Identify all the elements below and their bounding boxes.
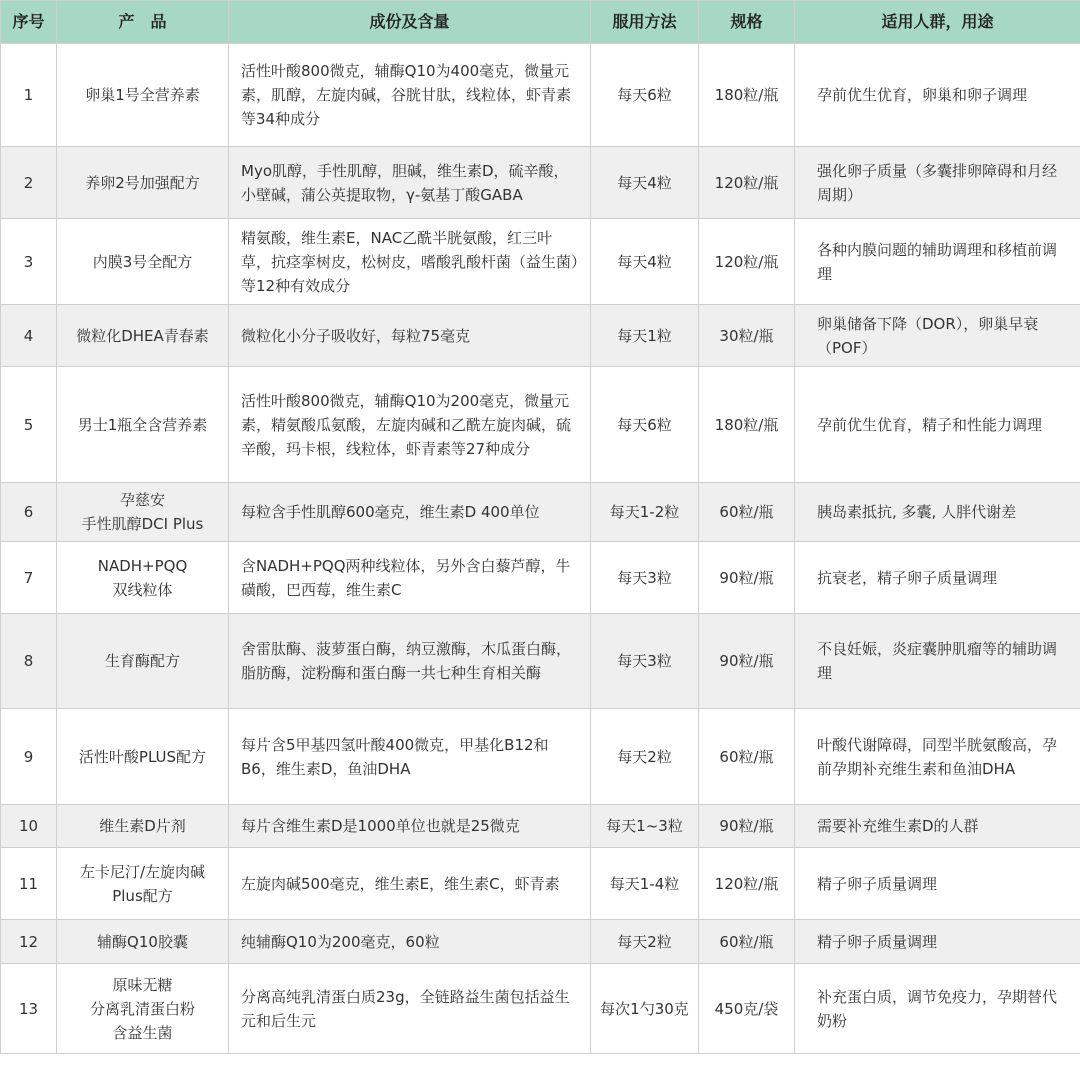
cell-number: 2 xyxy=(1,147,57,219)
cell-number: 1 xyxy=(1,44,57,147)
table-row xyxy=(1,483,1080,542)
cell-product: 左卡尼汀/左旋肉碱 Plus配方 xyxy=(57,848,229,920)
cell-use: 胰岛素抵抗, 多囊, 人胖代谢差 xyxy=(795,483,1080,542)
cell-spec: 180粒/瓶 xyxy=(699,44,795,147)
cell-ingredients: 舍雷肽酶、菠萝蛋白酶，纳豆激酶，木瓜蛋白酶，脂肪酶，淀粉酶和蛋白酶一共七种生育相关酶 xyxy=(229,614,591,709)
cell-dosage: 每天1~3粒 xyxy=(591,805,699,848)
cell-product: 辅酶Q10胶囊 xyxy=(57,920,229,964)
cell-spec: 60粒/瓶 xyxy=(699,920,795,964)
cell-number: 8 xyxy=(1,614,57,709)
cell-spec: 90粒/瓶 xyxy=(699,614,795,709)
cell-use: 卵巢储备下降（DOR），卵巢早衰（POF） xyxy=(795,305,1080,367)
cell-ingredients: 活性叶酸800微克，辅酶Q10为200毫克，微量元素，精氨酸瓜氨酸，左旋肉碱和乙酰左旋肉碱，硫辛酸，玛卡根，线粒体，虾青素等27种成分 xyxy=(229,367,591,483)
cell-spec: 60粒/瓶 xyxy=(699,709,795,805)
cell-dosage: 每天6粒 xyxy=(591,367,699,483)
cell-dosage: 每天4粒 xyxy=(591,147,699,219)
cell-number: 11 xyxy=(1,848,57,920)
cell-use: 强化卵子质量（多囊排卵障碍和月经周期） xyxy=(795,147,1080,219)
table-row xyxy=(1,848,1080,920)
cell-use: 抗衰老，精子卵子质量调理 xyxy=(795,542,1080,614)
table-row xyxy=(1,305,1080,367)
cell-use: 精子卵子质量调理 xyxy=(795,920,1080,964)
cell-dosage: 每天1粒 xyxy=(591,305,699,367)
cell-ingredients: 左旋肉碱500毫克，维生素E，维生素C，虾青素 xyxy=(229,848,591,920)
cell-ingredients: 精氨酸，维生素E，NAC乙酰半胱氨酸，红三叶草，抗痉挛树皮，松树皮，嗜酸乳酸杆菌（益生菌）等12种有效成分 xyxy=(229,219,591,305)
table-row xyxy=(1,614,1080,709)
cell-number: 7 xyxy=(1,542,57,614)
cell-spec: 180粒/瓶 xyxy=(699,367,795,483)
table-row xyxy=(1,709,1080,805)
cell-product: 微粒化DHEA青春素 xyxy=(57,305,229,367)
cell-use: 需要补充维生素D的人群 xyxy=(795,805,1080,848)
header-number: 序号 xyxy=(1,1,57,44)
cell-ingredients: 微粒化小分子吸收好，每粒75毫克 xyxy=(229,305,591,367)
cell-product: 生育酶配方 xyxy=(57,614,229,709)
cell-use: 不良妊娠，炎症囊肿肌瘤等的辅助调理 xyxy=(795,614,1080,709)
cell-dosage: 每天2粒 xyxy=(591,709,699,805)
cell-dosage: 每天2粒 xyxy=(591,920,699,964)
cell-ingredients: 每粒含手性肌醇600毫克，维生素D 400单位 xyxy=(229,483,591,542)
cell-dosage: 每天1-2粒 xyxy=(591,483,699,542)
cell-use: 叶酸代谢障碍，同型半胱氨酸高，孕前孕期补充维生素和鱼油DHA xyxy=(795,709,1080,805)
cell-product: 卵巢1号全营养素 xyxy=(57,44,229,147)
cell-number: 12 xyxy=(1,920,57,964)
cell-use: 孕前优生优育，卵巢和卵子调理 xyxy=(795,44,1080,147)
cell-dosage: 每天3粒 xyxy=(591,542,699,614)
cell-product: 内膜3号全配方 xyxy=(57,219,229,305)
cell-spec: 30粒/瓶 xyxy=(699,305,795,367)
cell-number: 5 xyxy=(1,367,57,483)
cell-product: 孕慈安 手性肌醇DCI Plus xyxy=(57,483,229,542)
cell-ingredients: 活性叶酸800微克，辅酶Q10为400毫克，微量元素，肌醇，左旋肉碱，谷胱甘肽，线粒体，虾青素等34种成分 xyxy=(229,44,591,147)
cell-spec: 90粒/瓶 xyxy=(699,805,795,848)
cell-ingredients: 分离高纯乳清蛋白质23g，全链路益生菌包括益生元和后生元 xyxy=(229,964,591,1054)
cell-dosage: 每天4粒 xyxy=(591,219,699,305)
header-use: 适用人群，用途 xyxy=(795,1,1080,44)
cell-dosage: 每天6粒 xyxy=(591,44,699,147)
header-dosage: 服用方法 xyxy=(591,1,699,44)
cell-spec: 120粒/瓶 xyxy=(699,147,795,219)
cell-spec: 450克/袋 xyxy=(699,964,795,1054)
cell-spec: 120粒/瓶 xyxy=(699,848,795,920)
cell-product: 维生素D片剂 xyxy=(57,805,229,848)
cell-number: 10 xyxy=(1,805,57,848)
header-spec: 规格 xyxy=(699,1,795,44)
cell-use: 各种内膜问题的辅助调理和移植前调理 xyxy=(795,219,1080,305)
table-row xyxy=(1,219,1080,305)
cell-dosage: 每天1-4粒 xyxy=(591,848,699,920)
cell-spec: 90粒/瓶 xyxy=(699,542,795,614)
table-row xyxy=(1,367,1080,483)
cell-product: 原味无糖 分离乳清蛋白粉 含益生菌 xyxy=(57,964,229,1054)
cell-number: 6 xyxy=(1,483,57,542)
cell-product: 男士1瓶全含营养素 xyxy=(57,367,229,483)
cell-product: NADH+PQQ 双线粒体 xyxy=(57,542,229,614)
cell-ingredients: 每片含5甲基四氢叶酸400微克，甲基化B12和B6，维生素D，鱼油DHA xyxy=(229,709,591,805)
cell-number: 3 xyxy=(1,219,57,305)
header-product: 产 品 xyxy=(57,1,229,44)
cell-number: 13 xyxy=(1,964,57,1054)
cell-ingredients: 含NADH+PQQ两种线粒体，另外含白藜芦醇，牛磺酸，巴西莓，维生素C xyxy=(229,542,591,614)
cell-spec: 120粒/瓶 xyxy=(699,219,795,305)
cell-number: 9 xyxy=(1,709,57,805)
table-row xyxy=(1,964,1080,1054)
cell-use: 孕前优生优育，精子和性能力调理 xyxy=(795,367,1080,483)
cell-ingredients: 每片含维生素D是1000单位也就是25微克 xyxy=(229,805,591,848)
table-row xyxy=(1,44,1080,147)
table-row xyxy=(1,147,1080,219)
cell-product: 养卵2号加强配方 xyxy=(57,147,229,219)
cell-use: 补充蛋白质，调节免疫力，孕期替代奶粉 xyxy=(795,964,1080,1054)
cell-spec: 60粒/瓶 xyxy=(699,483,795,542)
table-header-row xyxy=(1,1,1080,44)
cell-ingredients: 纯辅酶Q10为200毫克，60粒 xyxy=(229,920,591,964)
table-row xyxy=(1,805,1080,848)
cell-ingredients: Myo肌醇，手性肌醇，胆碱，维生素D，硫辛酸，小壁碱，蒲公英提取物，γ-氨基丁酸GABA xyxy=(229,147,591,219)
cell-product: 活性叶酸PLUS配方 xyxy=(57,709,229,805)
header-ingredients: 成份及含量 xyxy=(229,1,591,44)
table-row xyxy=(1,542,1080,614)
cell-dosage: 每次1勺30克 xyxy=(591,964,699,1054)
cell-use: 精子卵子质量调理 xyxy=(795,848,1080,920)
cell-number: 4 xyxy=(1,305,57,367)
cell-dosage: 每天3粒 xyxy=(591,614,699,709)
table-row xyxy=(1,920,1080,964)
